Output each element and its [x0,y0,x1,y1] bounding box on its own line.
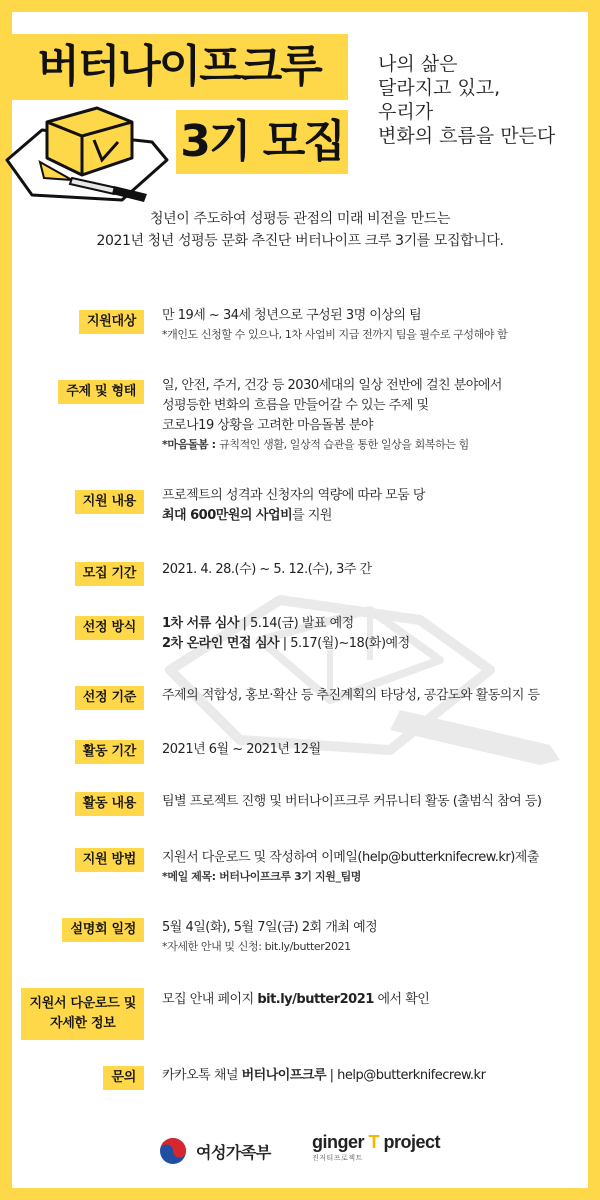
content-theme [162,376,582,454]
label-contact: 문의 [103,1066,144,1090]
label-selection: 선정 방식 [75,616,144,640]
title-line-1: 버터나이프크루 [10,34,348,100]
selection-step1-date: | 5.14(금) 발표 예정 [238,616,354,631]
content-contact [162,1066,582,1086]
content-download [162,990,582,1010]
ministry-logo [158,1136,271,1166]
period-text: 2021. 4. 28.(수) ~ 5. 12.(수), 3주 간 [162,562,372,577]
contact-pre: 카카오톡 채널 [162,1068,242,1083]
ministry-name: 여성가족부 [196,1142,271,1162]
criteria-text: 주제의 적합성, 홍보·확산 등 추진계획의 타당성, 공감도와 활동의지 등 [162,688,540,703]
briefing-note: *자세한 안내 및 신청: bit.ly/butter2021 [162,940,351,953]
theme-line: 일, 안전, 주거, 건강 등 2030세대의 일상 전반에 걸친 분야에서 [162,378,502,393]
label-activity: 활동 내용 [75,792,144,816]
label-period: 모집 기간 [75,562,144,586]
label-download-line: 자세한 정보 [49,1016,116,1031]
activity-period-text: 2021년 6월 ~ 2021년 12월 [162,742,321,757]
footer [0,1130,600,1174]
ginger-logo [312,1132,440,1163]
ginger-t: T [368,1132,380,1152]
slogan-line: 달라지고 있고, [378,77,501,99]
slogan-line: 나의 삶은 [378,53,458,75]
download-link[interactable]: bit.ly/butter2021 [257,992,374,1007]
briefing-text: 5월 4일(화), 5월 7일(금) 2회 개최 예정 [162,920,378,935]
theme-line: 코로나19 상황을 고려한 마음돌봄 분야 [162,418,373,433]
slogan [378,52,588,148]
method-text: 지원서 다운로드 및 작성하여 이메일(help@butterknifecrew.kr)제출 [162,850,539,865]
theme-note: 규칙적인 생활, 일상적 습관을 통한 일상을 회복하는 힘 [219,438,469,451]
download-post: 에서 확인 [373,992,430,1007]
support-line: 프로젝트의 성격과 신청자의 역량에 따라 모둠 당 [162,488,425,503]
content-eligibility [162,306,582,344]
selection-step2-date: | 5.17(월)~18(화)예정 [279,636,410,651]
label-method: 지원 방법 [75,848,144,872]
eligibility-text: 만 19세 ~ 34세 청년으로 구성된 3명 이상의 팀 [162,308,422,323]
title-line-2: 3기 모집 [176,110,348,174]
content-support [162,486,582,526]
label-briefing: 설명회 일정 [62,918,144,942]
slogan-line: 변화의 흐름을 만든다 [378,125,556,147]
content-period [162,560,582,580]
selection-step2: 2차 온라인 면접 심사 [162,636,280,651]
support-amount: 최대 600만원의 사업비 [162,508,293,523]
content-selection [162,614,582,654]
content-activity-period [162,740,582,760]
content-activity [162,792,582,812]
contact-post: | help@butterknifecrew.kr [326,1068,486,1083]
eligibility-note: *개인도 신청할 수 있으나, 1차 사업비 지급 전까지 팀을 필수로 구성해야 함 [162,328,508,341]
label-eligibility: 지원대상 [79,310,144,334]
support-rest: 를 지원 [292,508,332,523]
label-support: 지원 내용 [75,490,144,514]
theme-line: 성평등한 변화의 흐름을 만들어갈 수 있는 주제 및 [162,398,429,413]
content-criteria [162,686,582,706]
label-activity-period: 활동 기간 [75,740,144,764]
content-method [162,848,582,886]
taegeuk-icon [158,1136,188,1166]
intro-line: 2021년 청년 성평등 문화 추진단 버터나이프 크루 3기를 모집합니다. [96,233,504,249]
activity-text: 팀별 프로젝트 진행 및 버터나이프크루 커뮤니티 활동 (출범식 참여 등) [162,794,542,809]
method-note: *메일 제목: 버터나이프크루 3기 지원_팀명 [162,870,362,883]
content-briefing [162,918,582,956]
intro-line: 청년이 주도하여 성평등 관점의 미래 비전을 만드는 [150,211,450,227]
selection-step1: 1차 서류 심사 [162,616,239,631]
butter-knife-icon [2,100,172,205]
theme-note-key: *마음돌봄 : [162,438,220,451]
label-criteria: 선정 기준 [75,686,144,710]
label-theme: 주제 및 형태 [58,380,144,404]
ginger-pre: ginger [312,1132,369,1152]
ginger-post: project [379,1132,441,1152]
contact-channel: 버터나이프크루 [241,1068,327,1083]
download-pre: 모집 안내 페이지 [162,992,258,1007]
ginger-sub: 진저티프로젝트 [312,1154,363,1162]
label-download-line: 지원서 다운로드 및 [29,996,136,1011]
intro-text [0,208,600,252]
slogan-line: 우리가 [378,101,434,123]
label-download [21,988,144,1040]
